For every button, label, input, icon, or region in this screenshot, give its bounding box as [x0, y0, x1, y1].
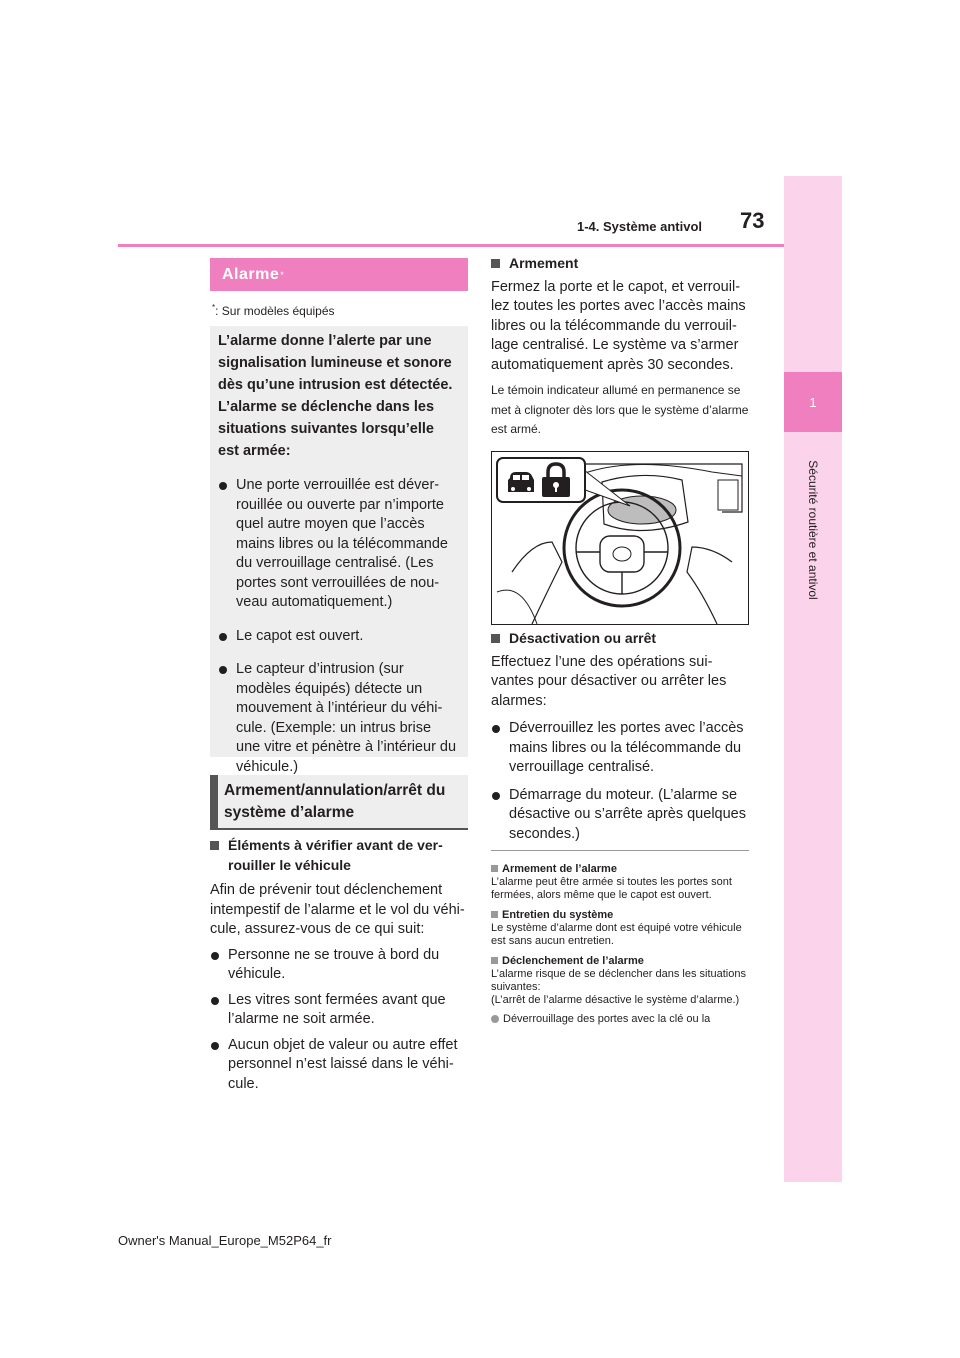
- trigger-bullet: Le capot est ouvert.: [218, 627, 458, 647]
- car-icon: [508, 472, 534, 492]
- notes-block: [491, 856, 753, 1026]
- arming-indicator-note: Le témoin indicateur allumé en permanence se met à clignoter dès lors que le système d’alarme est armé.: [491, 383, 749, 436]
- check-items-block: [210, 836, 468, 1094]
- alarme-heading: [210, 258, 468, 291]
- chapter-side-band: [784, 176, 842, 1182]
- note-text: L’alarme risque de se déclencher dans les situations suivantes: (L’arrêt de l’alarme désactive le système d’alarme.): [491, 968, 746, 1006]
- note-title: Déclenchement de l’alarme: [491, 954, 753, 968]
- steering-wheel-illustration: [492, 452, 748, 624]
- check-items-title: Éléments à vérifier avant de ver-rouiller le véhicule: [210, 836, 468, 875]
- chapter-side-label: Sécurité routière et antivol: [806, 460, 820, 600]
- armement-heading: Armement/annulation/arrêt du système d’alarme: [210, 775, 468, 830]
- deactivation-bullet: Démarrage du moteur. (L’alarme se désactive ou s’arrête après quelques secondes.): [491, 786, 753, 845]
- check-item-bullet: Les vitres sont fermées avant que l’alarme ne soit armée.: [210, 991, 468, 1030]
- deactivation-title: Désactivation ou arrêt: [491, 629, 753, 649]
- arming-block: [491, 254, 753, 440]
- intro-line: dès qu’une intrusion est détectée.: [218, 377, 453, 393]
- alarme-heading-text: Alarme: [222, 265, 280, 283]
- intro-line: signalisation lumineuse et sonore: [218, 355, 452, 371]
- deactivation-bullet: Déverrouillez les portes avec l’accès mains libres ou la télécommande du verrouillage centralisé.: [491, 719, 753, 778]
- header-rule: [118, 244, 784, 247]
- intro-line: L’alarme se déclenche dans les: [218, 399, 435, 415]
- intro-line: L’alarme donne l’alerte par une: [218, 333, 432, 349]
- intro-line: situations suivantes lorsqu’elle: [218, 421, 434, 437]
- chapter-number: 1: [809, 394, 817, 410]
- note-text: L’alarme peut être armée si toutes les portes sont fermées, alors même que le capot est ouvert.: [491, 876, 732, 901]
- page-number: 73: [740, 208, 765, 233]
- note-text: Le système d’alarme dont est équipé votre véhicule est sans aucun entretien.: [491, 922, 742, 947]
- check-item-bullet: Aucun objet de valeur ou autre effet personnel n’est laissé dans le véhi-cule.: [210, 1036, 468, 1095]
- deactivation-body: Effectuez l’une des opérations sui-vantes pour désactiver ou arrêter les alarmes:: [491, 653, 727, 709]
- check-items-body: Afin de prévenir tout déclenchement intempestif de l’alarme et le vol du véhi-cule, assurez-vous de ce qui suit:: [210, 882, 465, 937]
- arming-title: Armement: [491, 254, 753, 274]
- chapter-tab[interactable]: [784, 372, 842, 432]
- arming-body: Fermez la porte et le capot, et verrouil-lez toutes les portes avec l’accès mains libres ou la télécommande du verrouil-lage centralisé. Le système va s’armer automatiquement après 30 secondes.: [491, 278, 746, 373]
- trigger-bullet: Le capteur d’intrusion (sur modèles équipés) détecte un mouvement à l’intérieur du véhi-cule. (Exemple: un intrus brise une vitre et pénètre à l’intérieur du véhicule.): [218, 660, 458, 777]
- alarm-info-box: [210, 326, 468, 775]
- section-title: 1-4. Système antivol: [577, 219, 702, 234]
- intro-line: est armée:: [218, 443, 291, 459]
- deactivation-block: [491, 629, 753, 844]
- note-bullet: Déverrouillage des portes avec la clé ou la: [491, 1013, 753, 1026]
- note-title: Armement de l’alarme: [491, 862, 753, 876]
- footnote: [212, 303, 335, 318]
- footer-manual-id: Owner's Manual_Europe_M52P64_fr: [118, 1233, 332, 1248]
- notes-divider: [491, 850, 749, 851]
- dashboard-illustration: [491, 451, 749, 625]
- footnote-text: : Sur modèles équipés: [215, 304, 335, 318]
- note-title: Entretien du système: [491, 908, 753, 922]
- trigger-bullet: Une porte verrouillée est déver-rouillée ou ouverte par n’importe quel autre moyen que l’accès mains libres ou la télécommande du verrouillage centralisé. (Les portes sont verrouillées de nou-veau automatiquement.): [218, 476, 458, 613]
- alarme-heading-marker: *: [280, 269, 285, 280]
- footnote-marker: *: [212, 303, 216, 312]
- check-item-bullet: Personne ne se trouve à bord du véhicule.: [210, 946, 468, 985]
